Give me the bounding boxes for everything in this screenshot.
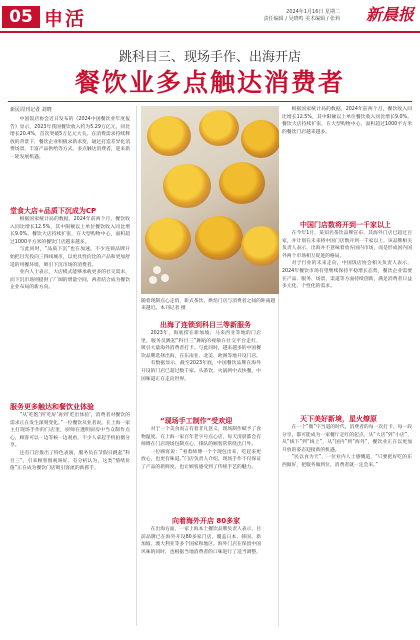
header-editors: 责任编辑 / 吴晓鸣 美术编辑 / 张莉 <box>263 16 340 22</box>
header-info <box>264 9 340 23</box>
newspaper-logo: 新晨报 <box>365 5 414 24</box>
section-body <box>282 230 412 410</box>
section-body <box>10 216 130 396</box>
column-divider <box>136 106 137 626</box>
article-headline: 餐饮业多点触达消费者 <box>74 68 345 97</box>
paragraph: “从‘吃饱’到‘吃好’再到‘吃出体验’，消费者对餐饮的需求正在发生深刻变化。”一位餐饮从业者说。在上海一家主打现场手作的门店里，厨师在透明厨房中当众制作点心，顾客可以一边等候一边观看，不少人拿起手机拍摄分享。 <box>10 413 130 449</box>
paragraph: 在今年1月，某知名茶饮品牌宣布，其海外门店已超过百家，并计划在未来将中国门店数开到一千家以上。该品牌相关负责人表示，出海并不意味着放弃国内市场，而是形成国内国外两个市场相互促进的格局。 <box>282 231 412 259</box>
flower-decoration <box>153 266 161 274</box>
subhead: 向着海外开店 80多家 <box>172 517 241 525</box>
header-rule <box>0 31 420 33</box>
flower-decoration <box>161 274 169 282</box>
egg-tart-image <box>219 162 265 204</box>
section-number: 05 <box>2 6 40 28</box>
article-intro <box>10 116 130 200</box>
byline: 新民周刊记者 刘晓 <box>10 107 52 113</box>
paragraph: 对于行业的未来走向，中国饭店协会相关负责人表示，2024年餐饮市场有望继续保持平稳增长态势，餐饮企业需要在产品、服务、场景、渠道等方面持续创新，满足消费者日益多元化、个性化的需求。 <box>282 261 412 290</box>
article-kicker: 跳科目三、现场手作、出海开店 <box>118 50 301 65</box>
column-text <box>282 106 412 214</box>
paragraph: 有数据显示，截至2023年底，中国餐饮品牌在海外开设的门店已超过数千家。从茶饮、火锅到中式快餐，中国味道正在走向世界。 <box>141 361 261 382</box>
egg-tart-image <box>163 164 211 208</box>
paragraph: 业内人士表示，大店模式能够承载更多的社交需求，而下沉市场则提供了广阔的增量空间，两者结合成为餐饮企业布局的新方向。 <box>10 270 130 291</box>
section-body <box>141 426 261 512</box>
subhead: “现场手工制作”受欢迎 <box>160 417 233 425</box>
egg-tart-image <box>199 110 239 146</box>
paragraph: 一位顾客说：“看着师傅一个个现包出来，吃起来更放心，也更有味道。”门店负责人介绍，现场手作不仅保证了产品的新鲜度，也让顾客感受到了传统手艺的魅力。 <box>141 449 261 470</box>
paragraph: 根据国家统计局的数据，2024年前两个月，餐饮收入同比增长12.5%，其中限额以上单位餐饮收入同比增长9.0%。餐饮大店持续扩张，在大型购物中心，面积超过1000平方米的餐饮门店越来越多。 <box>10 217 130 245</box>
subhead: 堂食大店+品质下沉成为CP <box>10 207 97 215</box>
egg-tart-image <box>145 218 191 260</box>
egg-tart-photo <box>141 106 279 294</box>
egg-tart-image <box>147 116 191 156</box>
page-header <box>0 0 420 36</box>
paragraph: 还有门店推出了特色表演，服务员在节假日跳起“科目三”，引来顾客围观叫好。有分析认为，这类“情绪价值”正在成为餐饮门店吸引客流的新抓手。 <box>10 450 130 472</box>
section-body <box>141 526 261 634</box>
flower-decoration <box>149 276 157 284</box>
section-body <box>282 424 412 634</box>
header-date: 2024年1月16日 星期二 <box>286 9 340 15</box>
subhead: 天下美好新境，星火燎原 <box>300 415 377 423</box>
subhead: 中国门店数将开到一千家以上 <box>300 221 391 229</box>
section-body <box>10 412 130 634</box>
paragraph: 在一个“微”字当道的时代，消费者的每一次打卡、每一段分享，都可能成为一家餐厅走红的起点。从“大店”到“小店”，从“线下”到“线上”，从“国内”到“海外”，餐饮业正在以更加开放的姿态迎接新的机遇。 <box>282 425 412 453</box>
section-title: 申活 <box>44 8 87 30</box>
paragraph: 对于一个美食而言有着非凡意义，现场制作赋予了食物温度。在上海一家百年老字号点心店，每天清晨都会有师傅在门店现场包制点心，排队的顾客常常绕出门外。 <box>141 427 261 448</box>
paragraph: “民以食为天”，一位业内人士感慨道，“只要把好吃的东西做好，把服务做到位，消费者就一定会来。” <box>282 455 412 468</box>
egg-tart-image <box>195 216 243 260</box>
photo-caption: 随着现制点心走俏，新式茶饮、烘焙门店与消费者之间的距离越来越近。本刊记者 摄 <box>141 299 276 311</box>
headline-rule <box>8 101 412 102</box>
intro-paragraph: 中国饭店协会近日发布的《2024中国餐饮业年度报告》显示，2023年我国餐饮收入约为5.29万亿元，同比增长20.4%，首次突破5万亿元大关。在消费需求持续释放的背景下，餐饮企业积极求新求变，通过打造差异化消费场景、丰富产品供给等方式，多点触达消费者，迎来新一轮发展机遇。 <box>10 117 130 160</box>
subhead: 出海了连锁到科目三等新服务 <box>160 321 251 329</box>
paragraph: 在出海方面，一家上海本土餐饮品牌负责人表示，目前品牌已在海外开设80多家门店，覆盖日本、韩国、新加坡、澳大利亚等多个国家和地区。海外门店在保留中国风味的同时，也根据当地消费者的口味进行了适当调整。 <box>141 527 261 555</box>
section-body <box>141 330 261 412</box>
paragraph: 与此同时，“品质下沉”也在加速。不少连锁品牌开始把目光投向三四线城市，以更具性价比的产品和更加舒适的用餐环境，吸引下沉市场的消费者。 <box>10 247 130 268</box>
egg-tart-image <box>241 120 279 158</box>
egg-tart-image <box>241 226 279 266</box>
paragraph: 2023年，海底捞在新加坡、马来西亚等地的门店里，服务员跳起“科目三”舞蹈的视频在社交平台走红，吸引大量海外消费者打卡。与此同时，越来越多的中国餐饮品牌选择出海，在东南亚、北美、欧洲等地开设门店。 <box>141 331 261 359</box>
paragraph: 根据国家统计局的数据，2024年前两个月，餐饮收入同比增长12.5%，其中限额以上单位餐饮收入同比增长9.0%。餐饮大店持续扩张，在大型购物中心，面积超过1000平方米的餐饮门店越来越多。 <box>282 107 412 135</box>
subhead: 服务更多触达和餐饮业体验 <box>10 403 94 411</box>
